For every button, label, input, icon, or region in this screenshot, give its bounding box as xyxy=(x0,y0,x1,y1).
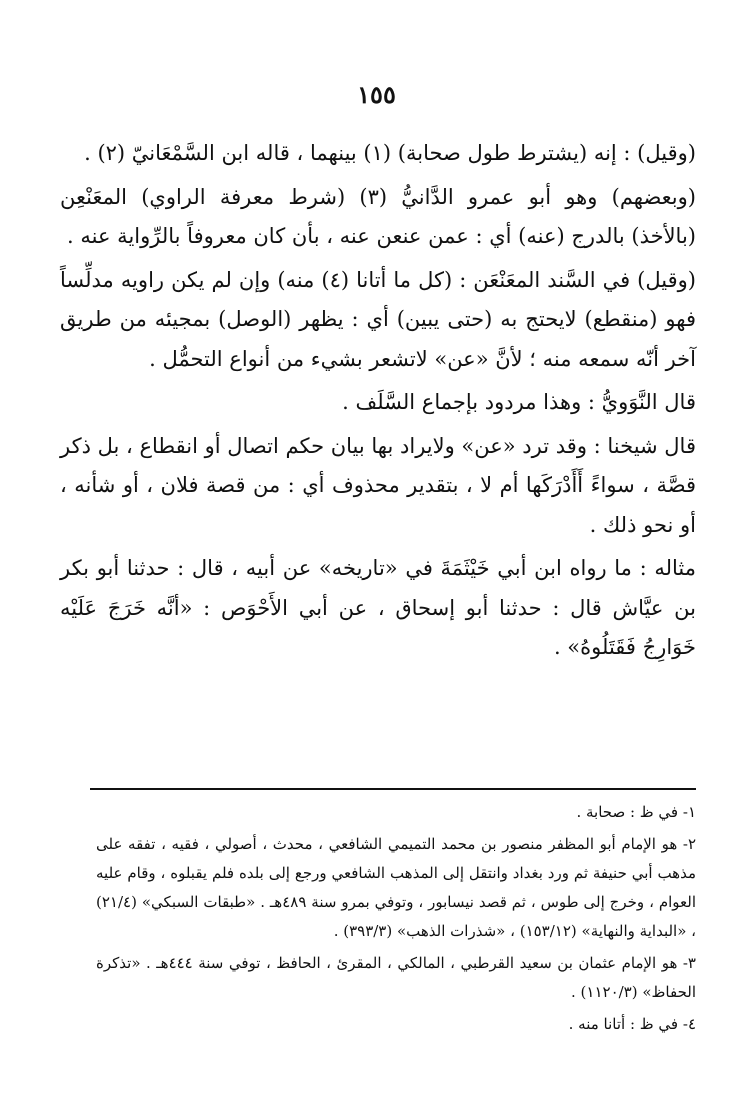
footnote: ٤- في ظ : أتانا منه . xyxy=(568,1015,696,1033)
paragraph: مثاله : ما رواه ابن أبي خَيْثَمَةَ في «تاريخه» عن أبيه ، قال : حدثنا أبو بكر بن عيَّاش قال : حدثنا أبو إسحاق ، عن أبي الأَحْوَص : «أنَّه خَرَجَ عَلَيْه خَوَارِجُ فَقَتَلُوهُ» . xyxy=(60,556,696,659)
main-text xyxy=(60,134,696,672)
footnote-divider xyxy=(90,788,696,790)
page-number: ١٥٥ xyxy=(357,80,396,109)
paragraph: (وقيل) في السَّند المعَنْعَن : (كل ما أتانا (٤) منه) وإن لم يكن راويه مدلِّساً فهو (منقطع) لايحتج به (حتى يبين) أي : يظهر (الوصل) بمجيئه من طريق آخر أنّه سمعه منه ؛ لأنَّ «عن» لاتشعر بشيء من أنواع التحمُّل . xyxy=(60,267,696,371)
footnote: ٢- هو الإمام أبو المظفر منصور بن محمد التميمي الشافعي ، محدث ، أصولي ، فقيه ، تفقه على مذهب أبي حنيفة ثم ورد بغداد وانتقل إلى المذهب الشافعي ورجع إلى بلده فلم يقبلوه ، وقام عليه العوام ، وخرج إلى طوس ، ثم قصد نيسابور ، وتوفي بمرو سنة ٤٨٩هـ . «طبقات السبكي» (٢١/٤) ، «البداية والنهاية» (١٥٣/١٢) ، «شذرات الذهب» (٣٩٣/٣) . xyxy=(96,835,697,940)
footnote: ١- في ظ : صحابة . xyxy=(576,803,696,821)
paragraph: قال النَّوَويُّ : وهذا مردود بإجماع السَّلَف . xyxy=(342,390,696,414)
paragraph: قال شيخنا : وقد ترد «عن» ولايراد بها بيان حكم اتصال أو انقطاع ، بل ذكر قصَّة ، سواءً أَأَدْرَكَها أم لا ، بتقدير محذوف أي : من قصة فلان ، أو شأنه ، أو نحو ذلك . xyxy=(60,433,696,537)
footnotes xyxy=(96,798,696,1042)
paragraph: (وقيل) : إنه (يشترط طول صحابة) (١) بينهما ، قاله ابن السَّمْعَانيّ (٢) . xyxy=(84,141,696,165)
paragraph: (وبعضهم) وهو أبو عمرو الدَّانيُّ (٣) (شرط معرفة الراوي) المعَنْعِن (بالأخذ) بالدرج (عنه) أي : عمن عنعن عنه ، بأن كان معروفاً بالرِّواية عنه . xyxy=(60,184,696,248)
footnote: ٣- هو الإمام عثمان بن سعيد القرطبي ، المالكي ، المقرئ ، الحافظ ، توفي سنة ٤٤٤هـ . «تذكرة الحفاظ» (١١٢٠/٣) . xyxy=(96,954,696,1001)
